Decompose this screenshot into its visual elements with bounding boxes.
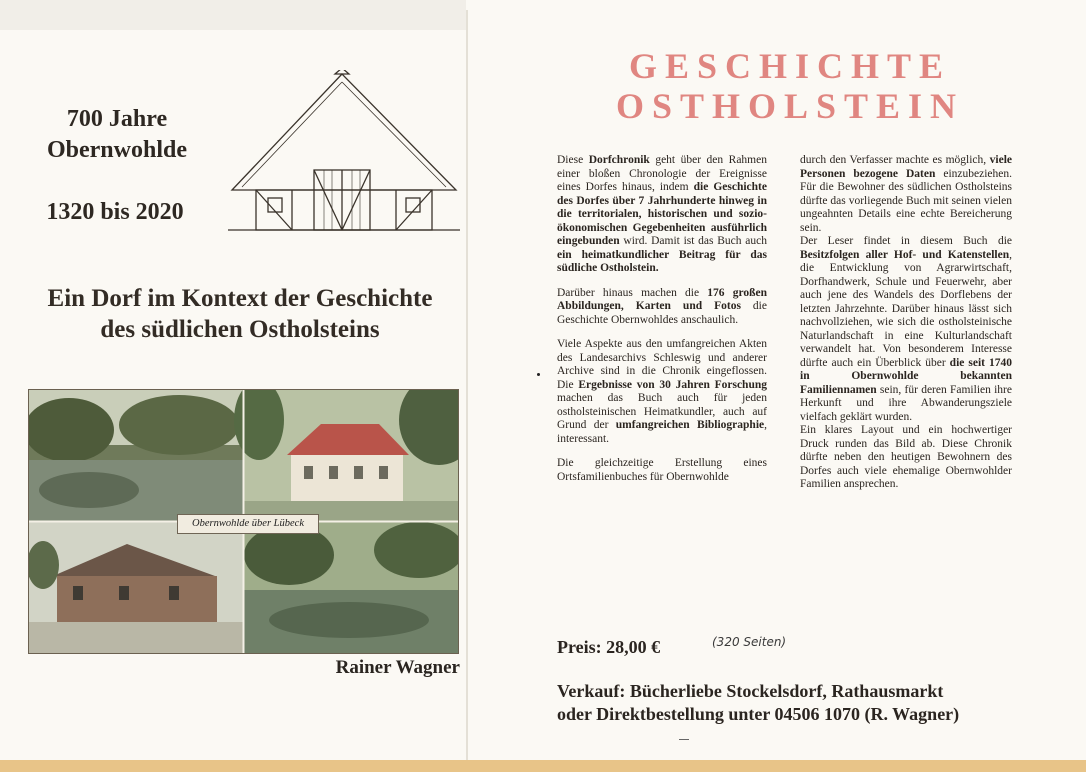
text-run: geht über den Rahmen einer bloßen Chronologie der Ereignisse eines Dorfes hinaus, indem <box>557 154 767 193</box>
sale-line2: oder Direktbestellung unter 04506 1070 (R. Wagner) <box>557 704 960 724</box>
anniversary-heading <box>22 104 212 166</box>
text-run: Ein klares Layout und ein hochwertiger Druck runden das Bild ab. Diese Chronik dürfte neben den heutigen Bewohnern des Dorfes auch viele ehemalige Obernwohlder Familien ansprechen. <box>800 424 1012 490</box>
paragraph <box>800 154 1012 235</box>
bold-text-run: viele Personen bezogene Daten <box>800 154 1012 180</box>
bold-text-run: 176 großen Abbildungen, Karten und Fotos <box>557 286 767 312</box>
author-name: Rainer Wagner <box>335 657 460 678</box>
title-line2: OSTHOLSTEIN <box>615 86 965 126</box>
text-run: wird. Damit ist das Buch auch <box>619 235 767 247</box>
paragraph <box>557 457 767 484</box>
text-run: Diese <box>557 154 589 166</box>
handwritten-page-count: (320 Seiten) <box>712 635 787 649</box>
text-run: die Geschichte Obernwohldes anschaulich. <box>557 300 767 326</box>
sale-line1: Verkauf: Bücherliebe Stockelsdorf, Rathausmarkt <box>557 681 944 701</box>
paragraph <box>557 154 767 276</box>
scan-shadow <box>0 0 466 30</box>
text-run: durch den Verfasser machte es möglich, <box>800 154 990 166</box>
bold-text-run: Ergebnisse von 30 Jahren Forschung <box>578 378 767 391</box>
scan-bottom-edge <box>0 760 1086 772</box>
paragraph <box>557 287 767 328</box>
bold-text-run: die seit 1740 in Obernwohlde bekannten Familiennamen <box>800 356 1012 396</box>
title-line1: GESCHICHTE <box>628 46 952 86</box>
text-run: Viele Aspekte aus den umfangreichen Akten des Landesarchivs Schleswig und anderer Archive sind in die Chronik eingeflossen. Die <box>557 338 767 391</box>
text-run: Die gleichzeitige Erstellung eines Ortsfamilienbuches für Obernwohlde <box>557 457 767 483</box>
text-run: Darüber hinaus machen die <box>557 286 708 299</box>
book-title <box>580 46 1000 126</box>
bold-text-run: die Geschichte des Dorfes über 7 Jahrhunderte hinweg in die territorialen, historischen und sozio-ökonomischen Gegebenheiten ausführlich eingebunden <box>557 181 767 247</box>
sales-info <box>557 680 1017 726</box>
text-run: , die Entwicklung von Agrarwirtschaft, Dorfhandwerk, Schule und Feuerwehr, aber auch jene des Wandels des Dorflebens der letzten Jahrzehnte. Darüber hinaus lässt sich nachvollziehen, wie sich die ostholsteinische Naturlandschaft in eine Kulturlandschaft verwandelt hat. Von besonderem Interesse dürfte auch ein Überblick über <box>800 248 1012 369</box>
price: Preis: 28,00 € <box>557 637 661 657</box>
paragraph <box>557 338 767 446</box>
bold-text-run: Besitzfolgen aller Hof- und Katenstellen <box>800 248 1010 261</box>
description-column-1 <box>557 154 767 495</box>
text-run: einzubeziehen. Für die Bewohner des südlichen Ostholsteins dürfte das vorliegende Buch mit seinen vielen ungeahnten Details eine echte Bereicherung sein. <box>800 167 1012 234</box>
anniversary-line1: 700 Jahre <box>66 106 168 132</box>
bold-text-run: Dorfchronik <box>588 154 650 166</box>
text-run: , interessant. <box>557 419 767 445</box>
stray-dot <box>537 373 540 376</box>
description-column-2 <box>800 154 1012 503</box>
period-heading: 1320 bis 2020 <box>46 199 184 225</box>
text-run: sein, für deren Familien ihre Herkunft und ihre Abwanderungsziele vielfach geklärt wurden. <box>800 383 1012 423</box>
anniversary-line2: Obernwohlde <box>46 137 187 163</box>
paragraph <box>800 235 1012 424</box>
text-run: machen das Buch auch für jeden ostholsteinischen Heimatkundler, auch auf Grund der <box>557 392 767 431</box>
postcard-caption: Obernwohlde über Lübeck <box>177 514 319 534</box>
farmhouse-illustration <box>228 70 460 236</box>
text-run: Der Leser findet in diesem Buch die <box>800 235 1012 247</box>
subtitle-line2: des südlichen Ostholsteins <box>100 316 380 343</box>
fold-line <box>466 10 468 760</box>
dash-mark <box>679 739 689 740</box>
bold-text-run: ein heimatkundlicher Beitrag für das südliche Ostholstein. <box>557 248 767 274</box>
bold-text-run: umfangreichen Bibliographie <box>615 419 765 431</box>
subtitle-line1: Ein Dorf im Kontext der Geschichte <box>47 285 433 312</box>
subtitle <box>14 283 466 345</box>
paragraph <box>800 424 1012 492</box>
